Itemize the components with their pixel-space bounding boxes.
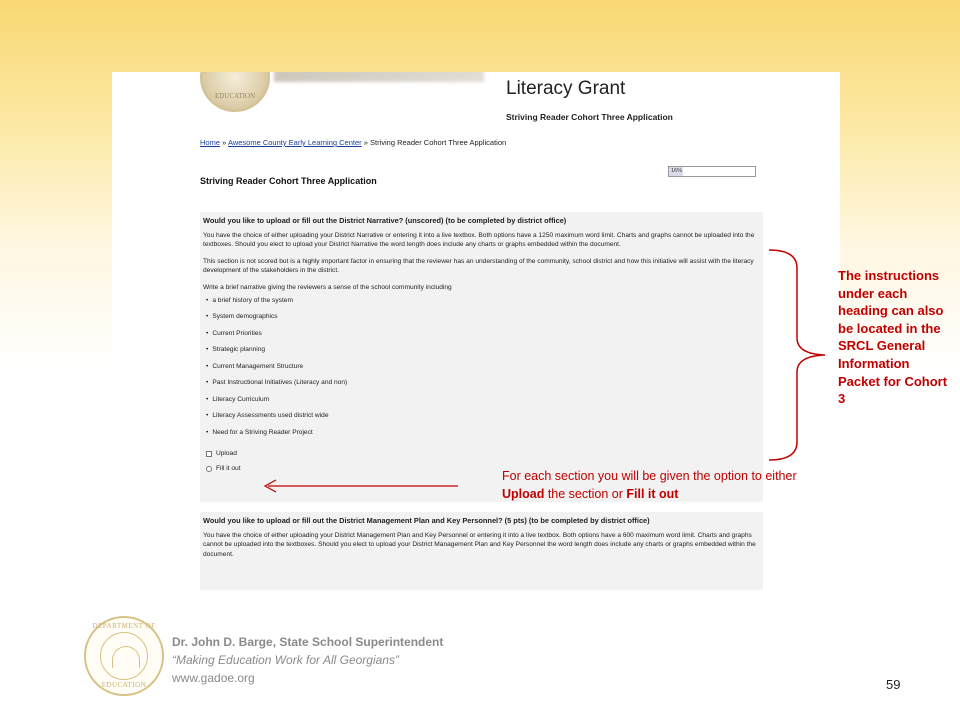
footer-url[interactable]: www.gadoe.org — [172, 671, 255, 685]
fill-out-radio[interactable] — [206, 466, 212, 472]
bullet-icon: • — [206, 412, 209, 420]
page-subtitle: Striving Reader Cohort Three Application — [506, 112, 673, 122]
bullet-icon: • — [206, 296, 209, 304]
section-paragraph: You have the choice of either uploading your District Narrative or entering it into a live textbox. Both options have a 1250 maximum word limit. Charts and graphs cannot be uploaded into the textboxes. Should you elect to upload your District Narrative the word length does include any charts or graphs embedded within the document. — [203, 231, 755, 249]
breadcrumb-separator: » — [363, 138, 368, 147]
breadcrumb-separator: » — [222, 138, 227, 147]
department-seal-logo: DEPARTMENT OF EDUCATION — [84, 616, 164, 696]
section-paragraph: This section is not scored but is a highly important factor in ensuring that the reviewer has an understanding of the community, school district and how this initiative will assist with the literacy development of the stakeholders in the district. — [203, 257, 754, 275]
footer — [172, 633, 443, 687]
list-item: • Need for a Striving Reader Project — [206, 428, 313, 436]
upload-option[interactable] — [206, 446, 757, 461]
section-paragraph: You have the choice of either uploading your District Management Plan and Key Personnel or entering it into a live textbox. Both options have a 600 maximum word limit. Charts and graphs cannot be uploaded into the textboxes. Should you elect to upload your District Management Plan and Key Personnel the word length does include any charts or graphs embedded within the document. — [203, 531, 756, 558]
upload-option-label: Upload — [216, 449, 237, 457]
section-paragraph: Write a brief narrative giving the reviewers a sense of the school community including — [203, 283, 452, 291]
breadcrumb — [200, 138, 506, 147]
footer-motto: “Making Education Work for All Georgians” — [172, 653, 399, 667]
screenshot-panel — [112, 72, 840, 590]
breadcrumb-center-link[interactable]: Awesome County Early Learning Center — [227, 138, 362, 147]
page-number: 59 — [886, 677, 901, 692]
blurred-header-banner — [274, 72, 484, 82]
list-item: • Literacy Curriculum — [206, 395, 270, 403]
option-note: For each section you will be given the option to either Upload the section or Fill it out — [502, 469, 797, 501]
section-question: Would you like to upload or fill out the District Narrative? (unscored) (to be completed by district office) — [203, 216, 567, 225]
bullet-icon: • — [206, 428, 209, 436]
list-item: • Strategic planning — [206, 346, 266, 354]
footer-name: Dr. John D. Barge, State School Superintendent — [172, 635, 444, 649]
bullet-icon: • — [206, 395, 209, 403]
bullet-icon: • — [206, 362, 209, 370]
list-item: • Literacy Assessments used district wide — [206, 412, 329, 420]
district-narrative-section — [200, 212, 763, 502]
bullet-icon: • — [206, 346, 209, 354]
breadcrumb-current: Striving Reader Cohort Three Application — [370, 138, 507, 147]
list-item: • System demographics — [206, 313, 278, 321]
arrow-left-icon — [262, 478, 460, 494]
progress-bar — [668, 166, 756, 177]
bullet-icon: • — [206, 313, 209, 321]
application-heading: Striving Reader Cohort Three Application — [200, 176, 377, 186]
page-title: Literacy Grant — [506, 78, 626, 99]
instructions-note: The instructions under each heading can also be located in the SRCL General Information Packet for Cohort 3 — [838, 268, 948, 407]
list-item: • Current Management Structure — [206, 362, 304, 370]
list-item: • Current Priorities — [206, 329, 262, 337]
list-item: • Past Instructional Initiatives (Literacy and non) — [206, 379, 348, 387]
management-plan-section — [200, 512, 763, 590]
section-question: Would you like to upload or fill out the District Management Plan and Key Personnel? (5 pts) (to be completed by district office) — [203, 516, 650, 525]
breadcrumb-home-link[interactable]: Home — [200, 138, 221, 147]
bracket-annotation — [767, 248, 827, 462]
bullet-icon: • — [206, 329, 209, 337]
upload-checkbox[interactable] — [206, 451, 212, 457]
fill-out-option-label: Fill it out — [216, 464, 241, 472]
department-seal-logo: EDUCATION — [200, 72, 270, 112]
progress-label: 16% — [671, 168, 683, 174]
list-item: • a brief history of the system — [206, 296, 293, 304]
bullet-icon: • — [206, 379, 209, 387]
